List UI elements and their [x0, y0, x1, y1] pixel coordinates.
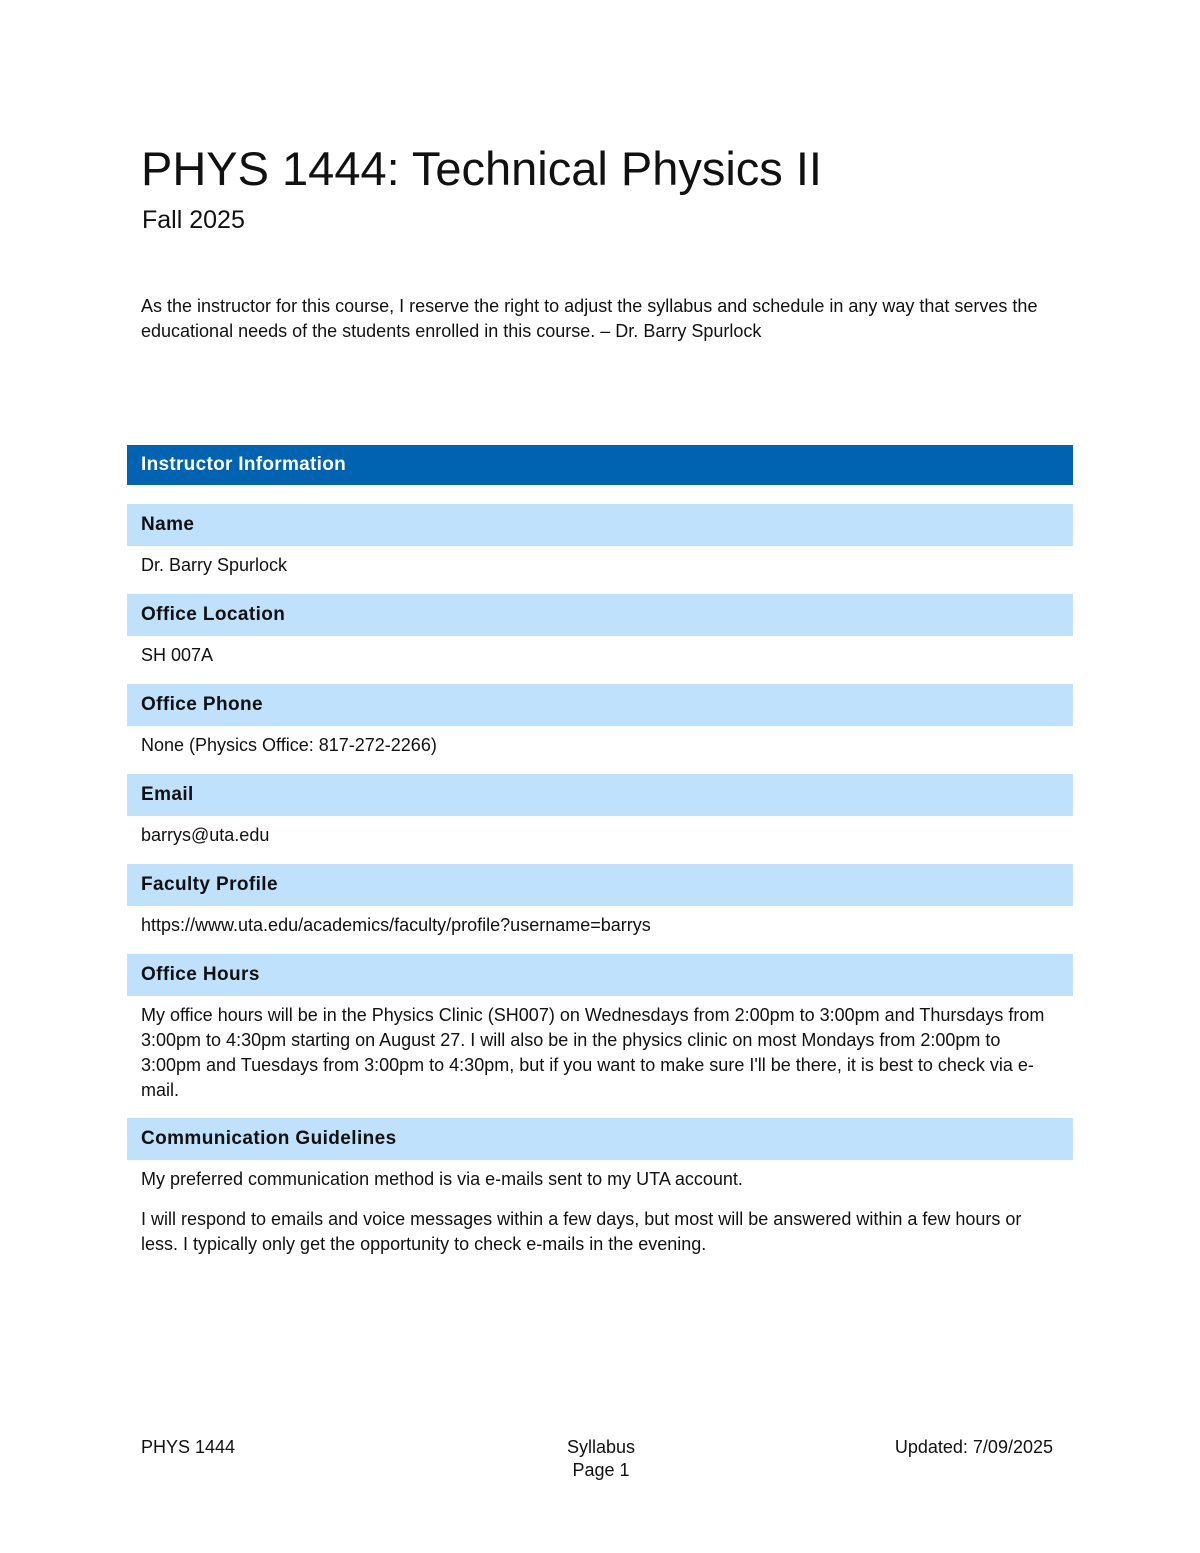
communication-paragraph-2: I will respond to emails and voice messages within a few days, but most will be answered within a few hours or less. I typically only get the opportunity to check e-mails in the evening. — [141, 1209, 1022, 1254]
name-value: Dr. Barry Spurlock — [141, 555, 288, 575]
footer-center — [541, 1436, 661, 1482]
office-hours-value — [127, 996, 1073, 1118]
faculty-profile-link[interactable]: https://www.uta.edu/academics/faculty/profile?username=barrys — [141, 915, 651, 935]
communication-guidelines-row — [127, 1118, 1073, 1257]
email-label: Email — [127, 774, 1073, 816]
communication-paragraph-1: My preferred communication method is via e-mails sent to my UTA account. — [141, 1169, 743, 1189]
term-subtitle: Fall 2025 — [142, 206, 245, 234]
document-title: PHYS 1444: Technical Physics II — [141, 142, 822, 195]
communication-guidelines-label: Communication Guidelines — [127, 1118, 1073, 1160]
name-row — [127, 504, 1073, 594]
footer-document-type: Syllabus — [566, 1437, 636, 1457]
office-location-value: SH 007A — [141, 645, 214, 665]
office-hours-label: Office Hours — [127, 954, 1073, 996]
header-spacer — [127, 485, 1073, 504]
instructor-information-table — [127, 445, 1073, 1257]
communication-guidelines-value — [127, 1160, 1073, 1257]
faculty-profile-label: Faculty Profile — [127, 864, 1073, 906]
office-location-row — [127, 594, 1073, 684]
faculty-profile-row — [127, 864, 1073, 954]
footer-course-code: PHYS 1444 — [141, 1437, 236, 1457]
table-header: Instructor Information — [127, 445, 1073, 485]
email-value[interactable]: barrys@uta.edu — [141, 825, 270, 845]
office-hours-row — [127, 954, 1073, 1118]
office-hours-text: My office hours will be in the Physics Clinic (SH007) on Wednesdays from 2:00pm to 3:00pm and Thursdays from 3:00pm to 4:30pm starting on August 27. I will also be in the physics clinic on most Mondays from 2:00pm to 3:00pm and Tuesdays from 3:00pm to 4:30pm, but if you want to make sure I'll be there, it is best to check via e-mail. — [141, 1005, 1045, 1100]
email-row — [127, 774, 1073, 864]
footer-page-number: Page 1 — [572, 1460, 630, 1480]
office-phone-row — [127, 684, 1073, 774]
office-phone-value: None (Physics Office: 817-272-2266) — [141, 735, 437, 755]
syllabus-disclaimer: As the instructor for this course, I reserve the right to adjust the syllabus and schedule in any way that serves the educational needs of the students enrolled in this course. – Dr. Barry Spurlock — [141, 296, 1038, 341]
office-phone-label: Office Phone — [127, 684, 1073, 726]
name-label: Name — [127, 504, 1073, 546]
footer-updated-date: Updated: 7/09/2025 — [894, 1437, 1053, 1457]
office-location-label: Office Location — [127, 594, 1073, 636]
